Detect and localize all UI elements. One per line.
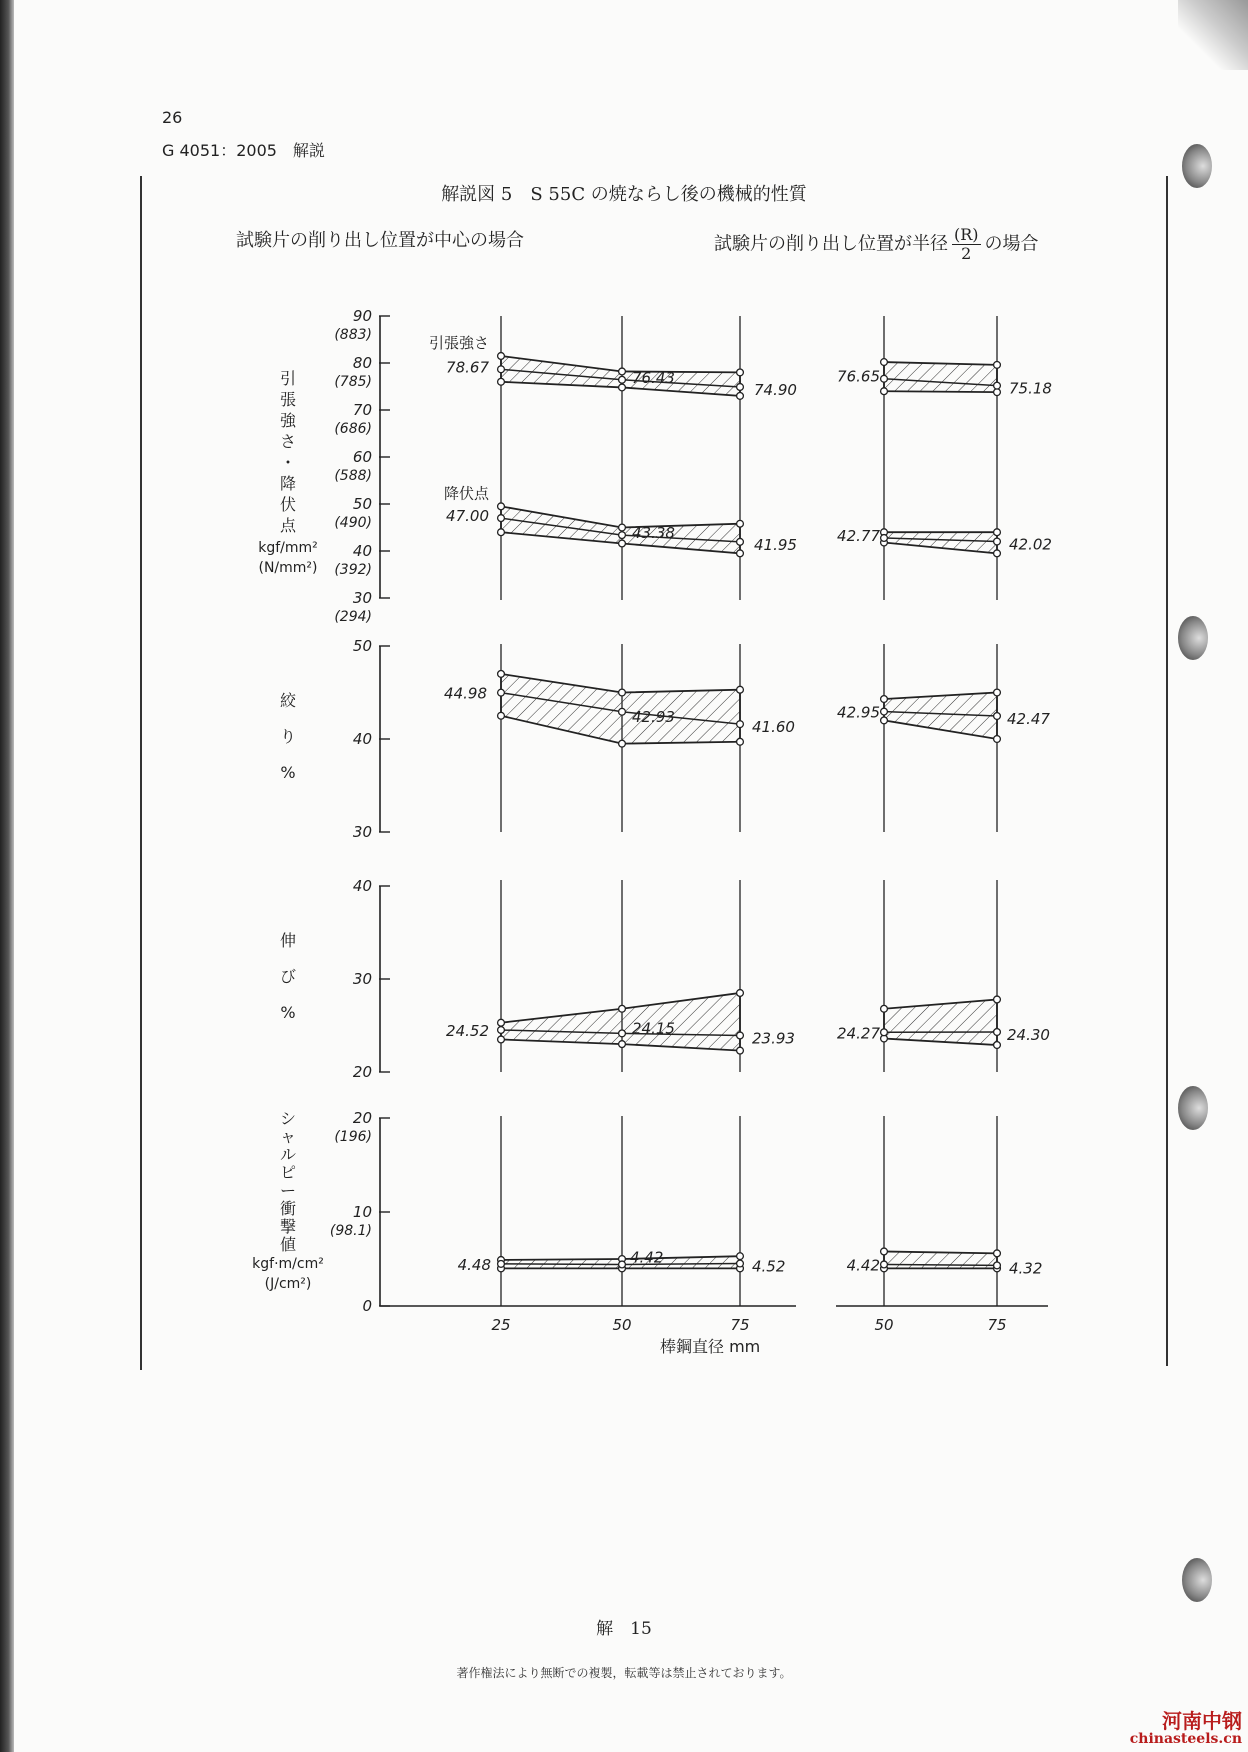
data-point [994,389,1001,396]
value-label: 42.77 [837,526,880,545]
value-label: 4.42 [630,1248,664,1267]
y-axis-label: kgf·m/cm² [252,1256,324,1272]
data-point [881,708,888,715]
data-point [737,1253,744,1260]
y-axis-label: 点 [279,516,297,535]
value-label: 24.15 [632,1019,675,1038]
y-tick-sublabel: (785) [334,374,372,390]
data-point [498,515,505,522]
figure-title: 解説図 5 S 55C の焼ならし後の機械的性質 [441,184,807,205]
value-label: 47.00 [446,507,489,526]
y-tick-label: 40 [352,877,372,895]
data-point [498,378,505,385]
y-axis-label: 衝 [279,1199,297,1218]
data-point [737,721,744,728]
data-point [994,1250,1001,1257]
data-point [994,1262,1001,1269]
subtitle-half-radius-suffix: の場合 [984,233,1039,255]
y-axis-label: さ [279,432,297,451]
y-tick-label: 70 [352,401,372,419]
value-label: 43.38 [632,524,675,543]
y-axis-label: 強 [279,411,297,430]
footer-page-label: 解 15 [596,1619,652,1639]
data-point [737,990,744,997]
y-axis-label: 伏 [279,495,297,514]
y-axis-label: ー [279,1181,297,1200]
data-point [737,550,744,557]
y-axis-label: び [279,967,297,986]
value-label: 24.30 [1007,1026,1050,1045]
y-tick-sublabel: (98.1) [329,1223,372,1239]
copyright-notice: 著作権法により無断での複製，転載等は禁止されております。 [456,1666,792,1680]
series-name-label: 降伏点 [443,484,489,503]
y-axis-label: 引 [279,369,297,388]
data-point [498,1027,505,1034]
fraction-denominator: 2 [961,244,972,263]
y-axis-label: 値 [279,1235,297,1254]
data-point [881,1261,888,1268]
watermark-logo-text: 河南中钢 [1162,1709,1242,1733]
data-point [619,532,626,539]
data-point [498,366,505,373]
data-band-range [884,532,997,553]
y-tick-label: 60 [352,448,372,466]
data-point [619,708,626,715]
y-tick-label: 20 [352,1109,372,1127]
data-point [737,1032,744,1039]
data-point [498,1036,505,1043]
x-tick-label: 50 [612,1316,632,1334]
y-tick-label: 40 [352,542,372,560]
data-point [619,740,626,747]
y-axis-label: ャ [279,1127,297,1146]
y-axis-label: 撃 [279,1217,297,1236]
y-axis-label: 張 [279,390,297,409]
value-label: 42.95 [837,703,880,722]
y-axis-label: ピ [279,1163,297,1182]
y-tick-label: 30 [352,589,372,607]
data-point [619,689,626,696]
y-axis-label: % [280,763,296,782]
data-point [881,535,888,542]
data-point [994,736,1001,743]
value-label: 42.93 [632,707,675,726]
value-label: 23.93 [752,1029,795,1048]
data-point [994,689,1001,696]
data-point [881,1248,888,1255]
y-tick-label: 30 [352,823,372,841]
data-point [737,1047,744,1054]
value-label: 76.65 [837,367,880,386]
y-tick-label: 50 [352,495,372,513]
data-point [737,369,744,376]
data-point [498,503,505,510]
data-point [994,713,1001,720]
page-number: 26 [162,108,183,127]
value-label: 44.98 [444,684,487,703]
data-point [994,529,1001,536]
data-point [498,1019,505,1026]
value-label: 4.52 [752,1257,786,1276]
watermark [1129,1709,1242,1748]
y-tick-label: 50 [352,637,372,655]
data-point [619,540,626,547]
subtitle-half-radius-prefix: 試験片の削り出し位置が半径 [714,233,948,255]
y-tick-label: 30 [352,970,372,988]
data-point [881,388,888,395]
data-point [737,384,744,391]
data-point [881,717,888,724]
y-axis-label: 伸 [279,931,297,950]
subtitle-center: 試験片の削り出し位置が中心の場合 [236,230,524,251]
data-point [619,524,626,531]
data-point [881,696,888,703]
y-axis-label: ・ [279,453,297,472]
data-point [994,1029,1001,1036]
x-tick-label: 25 [491,1316,511,1334]
y-axis-label: 降 [279,474,297,493]
y-tick-label: 40 [352,730,372,748]
data-point [737,520,744,527]
data-point [737,738,744,745]
data-band-range [884,362,997,392]
data-point [498,712,505,719]
y-axis-label: シ [279,1109,297,1128]
data-point [881,375,888,382]
punch-hole [1182,1558,1212,1602]
y-axis-label: り [279,727,297,746]
data-point [619,1030,626,1037]
y-axis-label: ル [279,1145,297,1164]
fraction-numerator: (R) [954,225,979,244]
data-point [994,382,1001,389]
value-label: 41.60 [752,718,795,737]
data-point [619,376,626,383]
data-point [619,384,626,391]
data-point [498,529,505,536]
y-axis-label: % [280,1003,296,1022]
y-tick-sublabel: (490) [334,515,372,531]
y-tick-label: 90 [352,307,372,325]
data-point [881,359,888,366]
data-point [994,361,1001,368]
data-point [498,671,505,678]
y-tick-sublabel: (588) [334,468,372,484]
x-tick-label: 50 [874,1316,894,1334]
data-point [498,689,505,696]
value-label: 24.27 [837,1024,880,1043]
data-point [619,1261,626,1268]
value-label: 41.95 [754,535,797,554]
x-axis-label: 棒鋼直径 mm [660,1337,761,1356]
value-label: 24.52 [446,1021,489,1040]
x-tick-label: 75 [987,1316,1007,1334]
data-band-range [884,999,997,1045]
data-point [498,353,505,360]
mean-line [884,1264,997,1265]
y-axis-label: 絞 [279,691,297,710]
watermark-url: chinasteels.cn [1129,1731,1242,1747]
data-point [498,1260,505,1267]
series-name-label: 引張強さ [428,333,489,352]
data-point [619,1041,626,1048]
data-point [994,538,1001,545]
y-tick-label: 0 [362,1297,372,1315]
x-tick-label: 75 [730,1316,750,1334]
y-tick-sublabel: (294) [334,609,372,625]
data-point [619,368,626,375]
y-tick-label: 20 [352,1063,372,1081]
value-label: 42.47 [1007,710,1050,729]
y-tick-label: 80 [352,354,372,372]
standard-label: G 4051：2005 解説 [162,141,325,160]
value-label: 74.90 [754,380,797,399]
data-point [994,1042,1001,1049]
value-label: 4.48 [457,1255,491,1274]
y-axis-label: kgf/mm² [258,540,318,556]
data-point [737,1260,744,1267]
data-point [737,538,744,545]
value-label: 76.43 [632,368,675,387]
y-tick-label: 10 [352,1203,372,1221]
y-axis-label: (N/mm²) [258,560,318,576]
data-point [737,686,744,693]
y-tick-sublabel: (686) [334,421,372,437]
value-label: 4.42 [846,1256,880,1275]
data-point [994,996,1001,1003]
data-point [881,1029,888,1036]
y-tick-sublabel: (883) [334,327,372,343]
data-point [737,393,744,400]
value-label: 4.32 [1009,1259,1043,1278]
value-label: 78.67 [446,358,489,377]
data-point [994,550,1001,557]
y-tick-sublabel: (392) [334,562,372,578]
value-label: 75.18 [1009,379,1052,398]
data-point [881,1005,888,1012]
data-point [619,1005,626,1012]
y-tick-sublabel: (196) [334,1129,372,1145]
y-axis-label: (J/cm²) [264,1276,312,1292]
value-label: 42.02 [1009,535,1052,554]
